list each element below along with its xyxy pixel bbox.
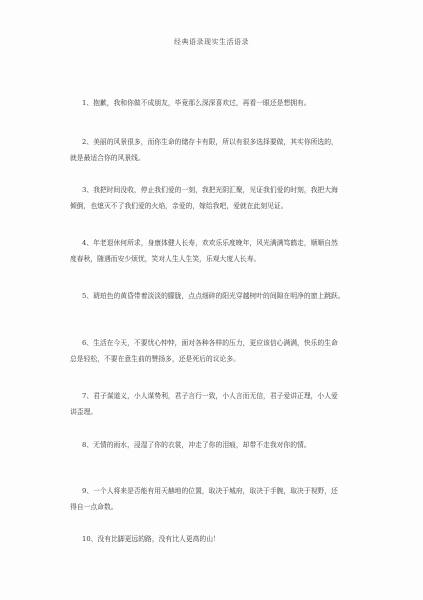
quote-line: 6、生活在今天，不要忧心忡忡，面对各种各样的压力，更应该信心满满，快乐的生命 — [82, 339, 338, 347]
quote-item-9 — [70, 484, 358, 515]
quote-line: 度春秋，随遇而安少烦忧，笑对人生人生笑，乐观大度人长寿。 — [70, 254, 261, 263]
quote-item-8 — [70, 438, 358, 454]
quote-item-4 — [70, 236, 358, 267]
document-title: 经典语录现实生活语录 — [174, 38, 249, 46]
quote-line: 4、年老退休何所求，身康体健人长寿，欢欢乐乐度晚年，风光满满笃鹤走，顺顺自然 — [82, 239, 338, 247]
quote-line: 9、一个人将来是否能有用天赫地的位置，取决于城府，取决于手腕，取决于视野，还 — [82, 487, 338, 495]
quote-line: 1、抱歉，我和你做不成朋友，毕竟那么深深喜欢过，再看一眼还是想拥有。 — [82, 99, 311, 107]
quote-item-6 — [70, 336, 358, 367]
quote-item-5 — [70, 289, 358, 305]
quote-line: 倾倒，也熄灭不了我们爱的火焰，亲爱的，嫁给我吧，爱就在此刻见证。 — [70, 201, 288, 210]
quote-item-1 — [70, 96, 358, 112]
quote-item-10 — [70, 532, 358, 548]
quote-line: 3、我把时间没收，停止我们爱的一刻，我把光阴汇聚，见证我们爱的时刻，我把大海 — [82, 186, 338, 194]
quote-line: 得自一点命数。 — [70, 502, 118, 511]
quote-line: 8、无情的雨水，浸湿了你的衣裳，冲走了你的泪痕，却带不走我对你的情。 — [82, 441, 311, 449]
quote-line: 就是最适合你的风景线。 — [70, 153, 145, 162]
quote-line: 总是轻松，不要在意生前的赞扬多，还是死后的议论多。 — [70, 354, 240, 363]
quote-line: 10、没有比脚更远的路，没有比人更高的山！ — [82, 535, 220, 543]
quote-line: 讲歪理。 — [70, 407, 98, 416]
quote-line: 5、琥珀色的黄昏带着淡淡的朦胧，点点细碎的阳光穿越树叶的间隙在明净的窗上跳跃。 — [82, 292, 345, 300]
quote-item-7 — [70, 389, 358, 420]
quote-item-3 — [70, 183, 358, 214]
quote-line: 7、君子谋道义，小人谋势利，君子言行一致，小人言而无信，君子爱讲正理，小人爱 — [82, 392, 338, 400]
quote-item-2 — [70, 135, 358, 166]
quote-line: 2、美丽的风景很多，而你生命的储存卡有限，所以有很多选择要做，其实你所选的， — [82, 138, 338, 146]
